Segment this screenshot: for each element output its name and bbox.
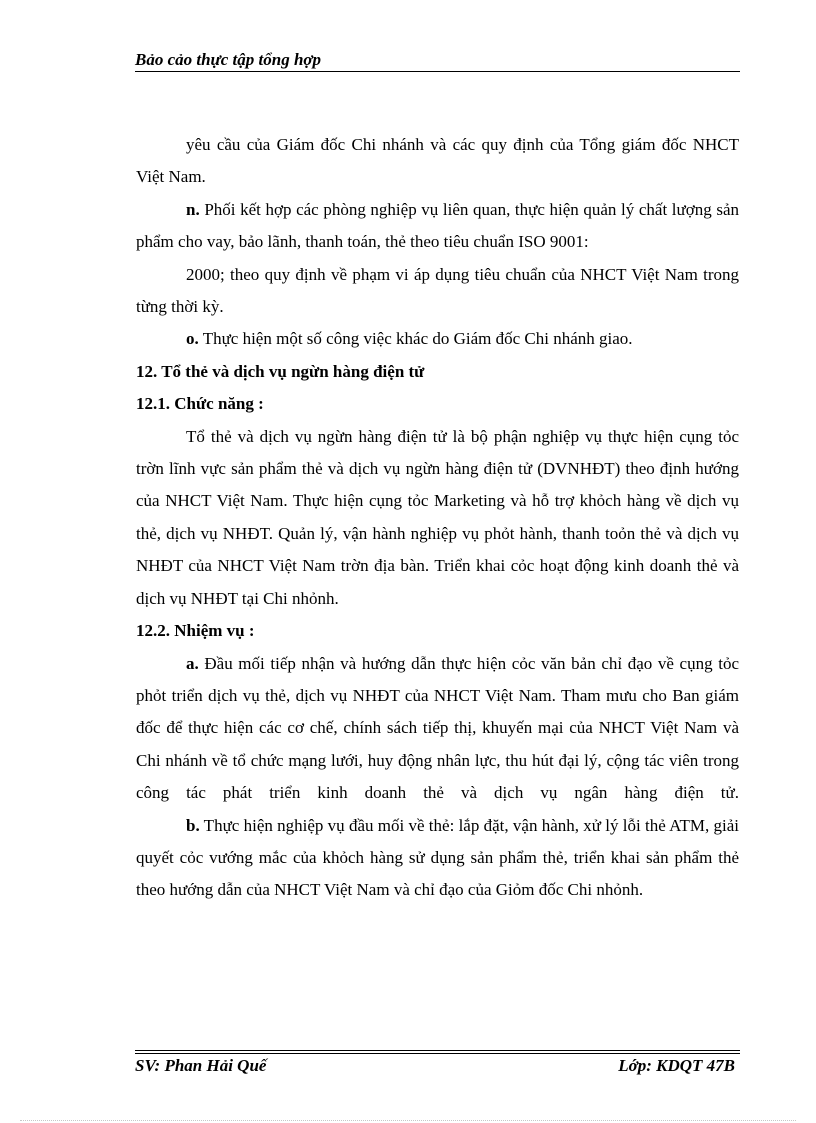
paragraph-text: Phối kết hợp các phòng nghiệp vụ liên quan, thực hiện quản lý chất lượng sản phẩm cho vay, bảo lãnh, thanh toán, thẻ theo tiêu chuẩn ISO 9001:: [136, 199, 739, 252]
paragraph-text: 2000; theo quy định về phạm vi áp dụng tiêu chuẩn của NHCT Việt Nam trong từng thời kỳ.: [136, 264, 739, 317]
page-edge-divider: [20, 1120, 796, 1121]
paragraph-item-a: [136, 648, 739, 810]
section-heading-12: 12. Tổ thẻ và dịch vụ ngừn hàng điện tử: [136, 361, 425, 381]
item-letter: n.: [186, 199, 200, 219]
paragraph-text: Thực hiện nghiệp vụ đầu mối về thẻ: lắp đặt, vận hành, xử lý lỗi thẻ ATM, giải quyết cỏc vướng mắc của khỏch hàng sử dụng sản phẩm thẻ, triển khai sản phẩm thẻ theo hướng dẫn của NHCT Việt Nam và chỉ đạo của Giỏm đốc Chi nhỏnh.: [136, 815, 739, 900]
document-body: [136, 129, 739, 907]
section-heading-12-2: 12.2. Nhiệm vụ :: [136, 621, 255, 641]
page-header: [135, 47, 740, 73]
page-footer: [135, 1046, 740, 1080]
paragraph-text: Tổ thẻ và dịch vụ ngừn hàng điện tử là bộ phận nghiệp vụ thực hiện cụng tỏc trờn lĩnh vực sản phẩm thẻ và dịch vụ ngừn hàng điện tử (DVNHĐT) theo định hướng của NHCT Việt Nam. Thực hiện cụng tỏc Marketing và hỗ trợ khỏch hàng về dịch vụ thẻ, dịch vụ NHĐT. Quản lý, vận hành nghiệp vụ phỏt hành, thanh toỏn thẻ và dịch vụ NHĐT của NHCT Việt Nam trờn địa bàn. Triển khai cỏc hoạt động kinh doanh thẻ và dịch vụ NHĐT tại Chi nhỏnh.: [136, 426, 739, 608]
section-heading-12-1: 12.1. Chức năng :: [136, 394, 264, 414]
paragraph-function: [136, 421, 739, 615]
paragraph-text: Đầu mối tiếp nhận và hướng dẫn thực hiện cỏc văn bản chỉ đạo về cụng tỏc phỏt triển dịch vụ thẻ, dịch vụ NHĐT của NHCT Việt Nam. Tham mưu cho Ban giám đốc để thực hiện các cơ chế, chính sách tiếp thị, khuyến mại của NHCT Việt Nam và Chi nhánh về tổ chức mạng lưới, huy động nhân lực, thu hút đại lý, cộng tác viên trong công tác phát triển kinh doanh thẻ và dịch vụ ngân hàng điện tử.: [136, 653, 739, 803]
item-letter: a.: [186, 653, 199, 673]
item-letter: b.: [186, 815, 200, 835]
paragraph-item-n: [136, 194, 739, 259]
footer-student: SV: Phan Hải Quế: [135, 1056, 267, 1075]
footer-class: Lớp: KDQT 47B: [618, 1056, 735, 1075]
paragraph-item-o: [136, 323, 739, 355]
paragraph-continuation: [136, 129, 739, 194]
header-title: Bảo cảo thực tập tổng hợp: [135, 50, 322, 69]
footer-rule: [135, 1053, 740, 1054]
header-rule: [135, 71, 740, 72]
paragraph-text: yêu cầu của Giám đốc Chi nhánh và các quy định của Tổng giám đốc NHCT Việt Nam.: [136, 135, 739, 187]
paragraph-item-n-cont: [136, 259, 739, 324]
paragraph-item-b: [136, 810, 739, 907]
paragraph-text: Thực hiện một số công việc khác do Giám đốc Chi nhánh giao.: [198, 329, 633, 349]
footer-rule: [135, 1050, 740, 1051]
item-letter: o.: [186, 329, 199, 349]
